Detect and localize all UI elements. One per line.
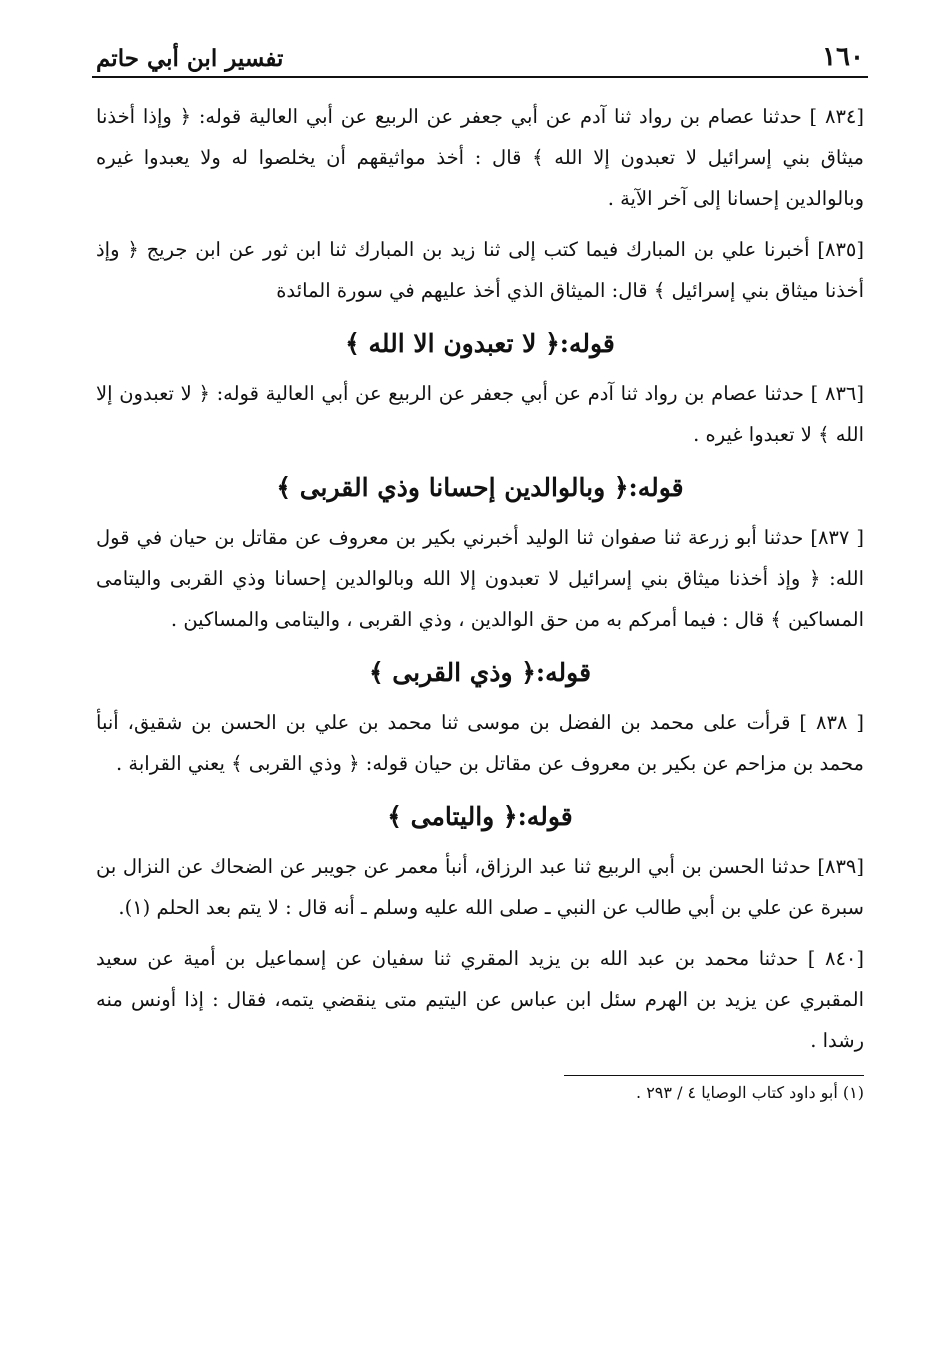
narration-837: [ ٨٣٧] حدثنا أبو زرعة ثنا صفوان ثنا الوليد أخبرني بكير بن معروف عن مقاتل بن حيان في قول الله: ﴿ وإذ أخذنا ميثاق بني إسرائيل لا تعبدون إلا الله وبالوالدين إحسانا وذي القربى واليتامى المساكين ﴾ قال : فيما أمركم به من حق الوالدين ، وذي القربى ، واليتامى والمساكين . — [96, 526, 864, 631]
footnotes-section — [92, 1075, 868, 1110]
narration-839: [٨٣٩] حدثنا الحسن بن أبي الربيع ثنا عبد الرزاق، أنبأ معمر عن جويبر عن الضحاك عن النزال بن سبرة عن علي بن أبي طالب عن النبي ـ صلى الله عليه وسلم ـ أنه قال : لا يتم بعد الحلم (١). — [96, 855, 864, 919]
narration-840: [٨٤٠ ] حدثنا محمد بن عبد الله بن يزيد المقري ثنا سفيان عن إسماعيل بن أمية عن سعيد المقبري عن يزيد بن الهرم سئل ابن عباس عن اليتيم متى ينقضي يتمه، فقال : إذا أونس منه رشدا . — [96, 947, 864, 1052]
narration-836: [٨٣٦ ] حدثنا عصام بن رواد ثنا آدم عن أبي جعفر عن الربيع عن أبي العالية قوله: ﴿ لا تعبدون إلا الله ﴾ لا تعبدوا غيره . — [96, 382, 864, 446]
narration-835: [٨٣٥] أخبرنا علي بن المبارك فيما كتب إلى ثنا زيد بن المبارك ثنا ابن ثور عن ابن جريج ﴿ وإذ أخذنا ميثاق بني إسرائيل ﴾ قال: الميثاق الذي أخذ عليهم في سورة المائدة — [96, 238, 864, 302]
footnote: (١) أبو داود كتاب الوصايا ٤ / ٢٩٣ . — [636, 1083, 864, 1102]
page-number: ١٦٠ — [822, 42, 864, 72]
section-heading: قوله:﴿ وذي القربى ﴾ — [368, 658, 592, 687]
page-content — [92, 96, 868, 1061]
narration-838: [ ٨٣٨ ] قرأت على محمد بن الفضل بن موسى ثنا محمد بن علي بن الحسن بن شقيق، أنبأ محمد بن مزاحم عن بكير بن معروف عن مقاتل بن حيان قوله: ﴿ وذي القربى ﴾ يعني القرابة . — [96, 711, 864, 775]
book-title: تفسير ابن أبي حاتم — [96, 45, 284, 72]
narration-834: [٨٣٤ ] حدثنا عصام بن رواد ثنا آدم عن أبي جعفر عن الربيع عن أبي العالية قوله: ﴿ وإذا أخذنا ميثاق بني إسرائيل لا تعبدون إلا الله ﴾ قال : أخذ مواثيقهم أن يخلصوا له ولا يعبدوا غيره وبالوالدين إحسانا إلى آخر الآية . — [96, 105, 864, 210]
section-heading: قوله:﴿ لا تعبدون الا الله ﴾ — [345, 329, 615, 358]
page-header — [92, 28, 868, 78]
section-heading: قوله:﴿ واليتامى ﴾ — [387, 802, 573, 831]
document-page — [92, 28, 868, 1110]
section-heading: قوله:﴿ وبالوالدين إحسانا وذي القربى ﴾ — [276, 473, 684, 502]
